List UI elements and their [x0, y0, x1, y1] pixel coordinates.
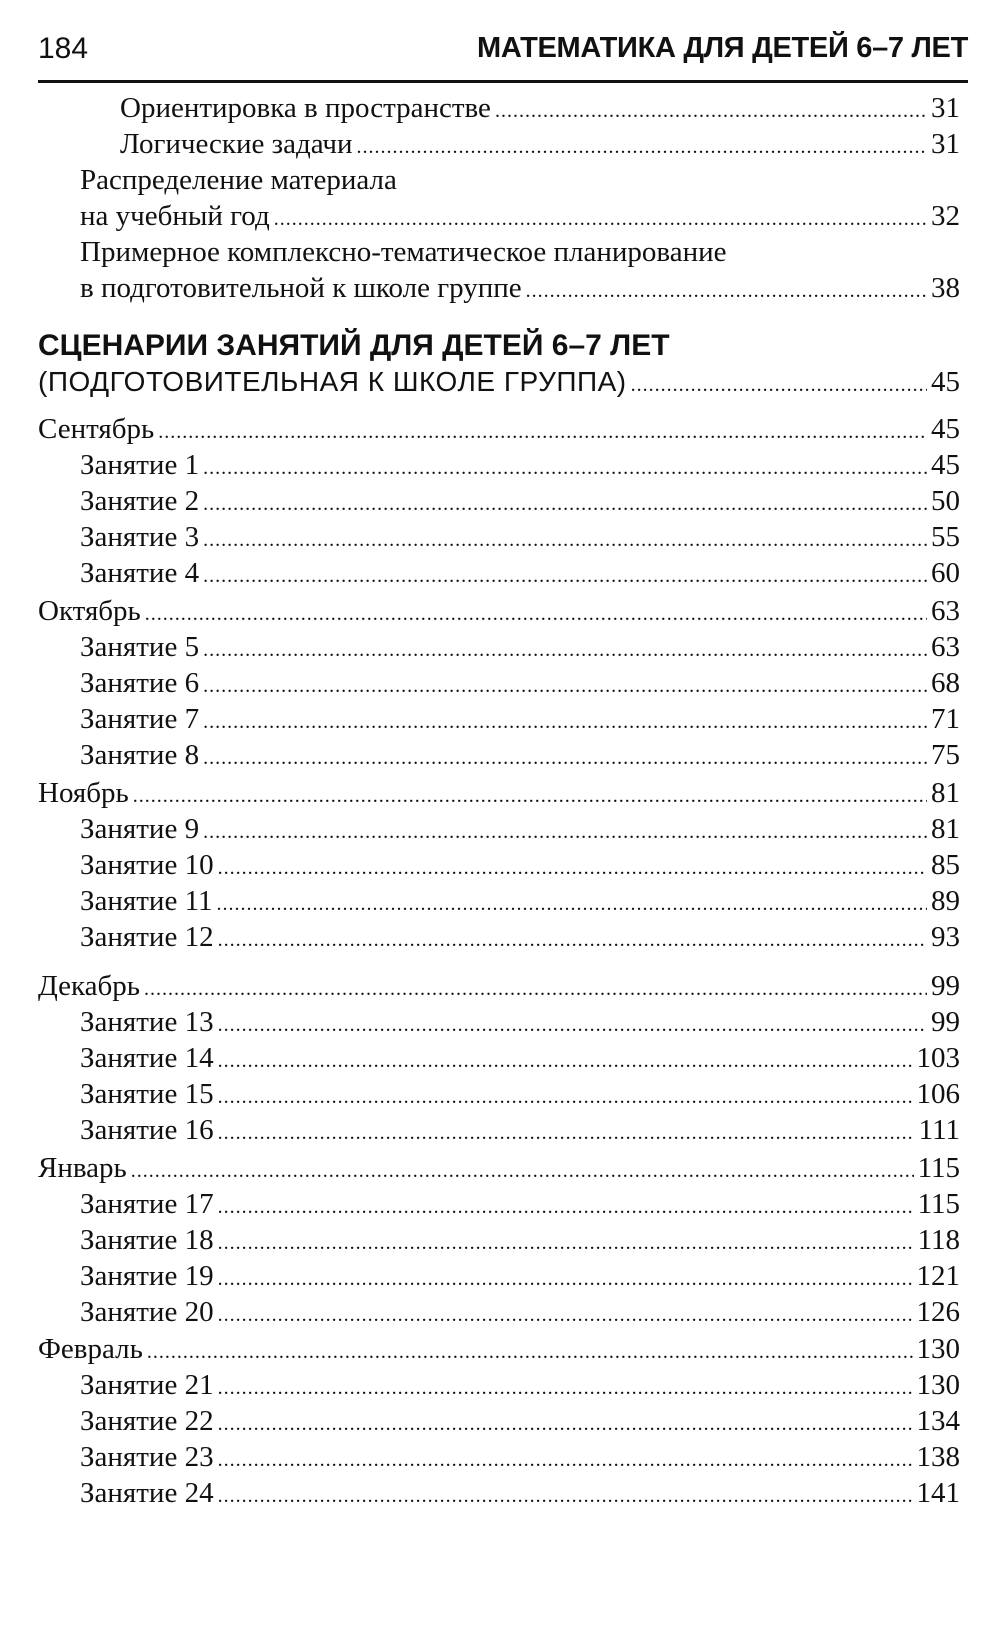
- entry-page: 60: [931, 557, 960, 589]
- entry-page: 31: [931, 92, 960, 124]
- month-label: Ноябрь: [38, 777, 129, 809]
- entry-page: 99: [931, 1006, 960, 1038]
- entry-page: 126: [916, 1296, 960, 1328]
- toc-month[interactable]: [38, 1150, 960, 1186]
- leader-dots: [631, 367, 927, 403]
- toc-lesson[interactable]: [80, 1076, 960, 1112]
- toc-lesson[interactable]: [80, 1367, 960, 1403]
- month-label: Январь: [38, 1152, 127, 1184]
- leader-dots: [274, 201, 927, 237]
- leader-dots: [495, 93, 927, 129]
- leader-dots: [131, 1153, 914, 1189]
- lesson-label: Занятие 12: [80, 921, 214, 953]
- entry-label-line: Примерное комплексно-тематическое планирование: [80, 236, 727, 268]
- leader-dots: [218, 1079, 913, 1115]
- toc-lesson[interactable]: [80, 919, 960, 955]
- entry-page: 93: [931, 921, 960, 953]
- leader-dots: [218, 922, 927, 958]
- toc-month[interactable]: [38, 1331, 960, 1367]
- entry-label: Логические задачи: [120, 128, 353, 160]
- leader-dots: [218, 1406, 913, 1442]
- leader-dots: [144, 971, 927, 1007]
- leader-dots: [203, 558, 927, 594]
- toc-entry[interactable]: [80, 270, 960, 306]
- toc-lesson[interactable]: [80, 1186, 960, 1222]
- entry-page: 71: [931, 703, 960, 735]
- leader-dots: [218, 1115, 915, 1151]
- toc-lesson[interactable]: [80, 1475, 960, 1511]
- entry-page: 81: [931, 777, 960, 809]
- leader-dots: [145, 596, 927, 632]
- entry-label: на учебный год: [80, 200, 270, 232]
- leader-dots: [218, 1261, 913, 1297]
- leader-dots: [218, 1007, 927, 1043]
- toc-month[interactable]: [38, 411, 960, 447]
- lesson-label: Занятие 18: [80, 1224, 214, 1256]
- entry-page: 121: [916, 1260, 960, 1292]
- toc-lesson[interactable]: [80, 1403, 960, 1439]
- leader-dots: [203, 740, 927, 776]
- leader-dots: [203, 450, 927, 486]
- lesson-label: Занятие 17: [80, 1188, 214, 1220]
- lesson-label: Занятие 22: [80, 1405, 214, 1437]
- lesson-label: Занятие 6: [80, 667, 200, 699]
- lesson-label: Занятие 21: [80, 1369, 214, 1401]
- section-title: СЦЕНАРИИ ЗАНЯТИЙ ДЛЯ ДЕТЕЙ 6–7 ЛЕТ: [38, 329, 670, 362]
- entry-page: 81: [931, 813, 960, 845]
- toc-month[interactable]: [38, 968, 960, 1004]
- toc-lesson[interactable]: [80, 1439, 960, 1475]
- lesson-label: Занятие 10: [80, 849, 214, 881]
- lesson-label: Занятие 20: [80, 1296, 214, 1328]
- leader-dots: [526, 273, 927, 309]
- entry-label: в подготовительной к школе группе: [80, 272, 522, 304]
- entry-page: 63: [931, 595, 960, 627]
- entry-page: 130: [916, 1369, 960, 1401]
- leader-dots: [357, 129, 927, 165]
- toc-entry[interactable]: [120, 126, 960, 162]
- month-label: Октябрь: [38, 595, 141, 627]
- entry-page: 130: [916, 1333, 960, 1365]
- toc-lesson[interactable]: [80, 1258, 960, 1294]
- entry-page: 141: [916, 1477, 960, 1509]
- lesson-label: Занятие 11: [80, 885, 213, 917]
- entry-page: 38: [931, 272, 960, 304]
- lesson-label: Занятие 19: [80, 1260, 214, 1292]
- leader-dots: [203, 704, 927, 740]
- leader-dots: [203, 668, 927, 704]
- toc-lesson[interactable]: [80, 519, 960, 555]
- leader-dots: [217, 886, 928, 922]
- toc-lesson[interactable]: [80, 629, 960, 665]
- entry-page: 85: [931, 849, 960, 881]
- lesson-label: Занятие 4: [80, 557, 200, 589]
- lesson-label: Занятие 13: [80, 1006, 214, 1038]
- toc-lesson[interactable]: [80, 483, 960, 519]
- toc-lesson[interactable]: [80, 811, 960, 847]
- leader-dots: [218, 1225, 914, 1261]
- leader-dots: [218, 850, 927, 886]
- leader-dots: [203, 522, 927, 558]
- entry-page: 138: [916, 1441, 960, 1473]
- entry-page: 32: [931, 200, 960, 232]
- lesson-label: Занятие 23: [80, 1441, 214, 1473]
- leader-dots: [218, 1370, 913, 1406]
- toc-lesson[interactable]: [80, 447, 960, 483]
- entry-page: 89: [931, 885, 960, 917]
- section-subtitle: (ПОДГОТОВИТЕЛЬНАЯ К ШКОЛЕ ГРУППА): [38, 366, 627, 397]
- entry-page: 106: [916, 1078, 960, 1110]
- toc-entry[interactable]: [80, 198, 960, 234]
- month-label: Сентябрь: [38, 413, 155, 445]
- month-label: Февраль: [38, 1333, 143, 1365]
- book-title: МАТЕМАТИКА ДЛЯ ДЕТЕЙ 6–7 ЛЕТ: [477, 32, 968, 64]
- lesson-label: Занятие 14: [80, 1042, 214, 1074]
- toc-lesson[interactable]: [80, 701, 960, 737]
- leader-dots: [218, 1478, 913, 1514]
- entry-page: 111: [918, 1114, 960, 1146]
- leader-dots: [158, 414, 927, 450]
- toc-lesson[interactable]: [80, 1040, 960, 1076]
- toc-lesson[interactable]: [80, 555, 960, 591]
- toc-entry[interactable]: [38, 364, 960, 400]
- entry-page: 115: [917, 1152, 960, 1184]
- entry-page: 50: [931, 485, 960, 517]
- leader-dots: [218, 1297, 913, 1333]
- toc-lesson[interactable]: [80, 1222, 960, 1258]
- entry-label: Ориентировка в пространстве: [120, 92, 491, 124]
- running-header: [38, 30, 968, 83]
- lesson-label: Занятие 7: [80, 703, 200, 735]
- entry-page: 115: [917, 1188, 960, 1220]
- entry-page: 55: [931, 521, 960, 553]
- toc-lesson[interactable]: [80, 737, 960, 773]
- leader-dots: [218, 1043, 913, 1079]
- toc-entry[interactable]: [120, 90, 960, 126]
- lesson-label: Занятие 9: [80, 813, 200, 845]
- lesson-label: Занятие 15: [80, 1078, 214, 1110]
- entry-page: 99: [931, 970, 960, 1002]
- lesson-label: Занятие 2: [80, 485, 200, 517]
- toc-lesson[interactable]: [80, 1004, 960, 1040]
- toc-lesson[interactable]: [80, 847, 960, 883]
- leader-dots: [203, 486, 927, 522]
- entry-label-line: Распределение материала: [80, 164, 397, 196]
- leader-dots: [218, 1442, 913, 1478]
- entry-page: 45: [931, 366, 960, 398]
- lesson-label: Занятие 8: [80, 739, 200, 771]
- lesson-label: Занятие 5: [80, 631, 200, 663]
- lesson-label: Занятие 1: [80, 449, 200, 481]
- entry-page: 45: [931, 449, 960, 481]
- leader-dots: [203, 814, 927, 850]
- toc-lesson[interactable]: [80, 1112, 960, 1148]
- toc-month[interactable]: [38, 593, 960, 629]
- lesson-label: Занятие 16: [80, 1114, 214, 1146]
- entry-page: 103: [916, 1042, 960, 1074]
- lesson-label: Занятие 24: [80, 1477, 214, 1509]
- lesson-label: Занятие 3: [80, 521, 200, 553]
- leader-dots: [218, 1189, 914, 1225]
- toc-lesson[interactable]: [80, 883, 960, 919]
- entry-page: 45: [931, 413, 960, 445]
- entry-page: 75: [931, 739, 960, 771]
- entry-page: 68: [931, 667, 960, 699]
- leader-dots: [147, 1334, 913, 1370]
- entry-page: 118: [917, 1224, 960, 1256]
- toc-lesson[interactable]: [80, 1294, 960, 1330]
- leader-dots: [133, 778, 927, 814]
- page-number: 184: [38, 32, 89, 65]
- entry-page: 63: [931, 631, 960, 663]
- entry-page: 31: [931, 128, 960, 160]
- entry-page: 134: [916, 1405, 960, 1437]
- month-label: Декабрь: [38, 970, 141, 1002]
- toc-lesson[interactable]: [80, 665, 960, 701]
- leader-dots: [203, 632, 927, 668]
- toc-month[interactable]: [38, 775, 960, 811]
